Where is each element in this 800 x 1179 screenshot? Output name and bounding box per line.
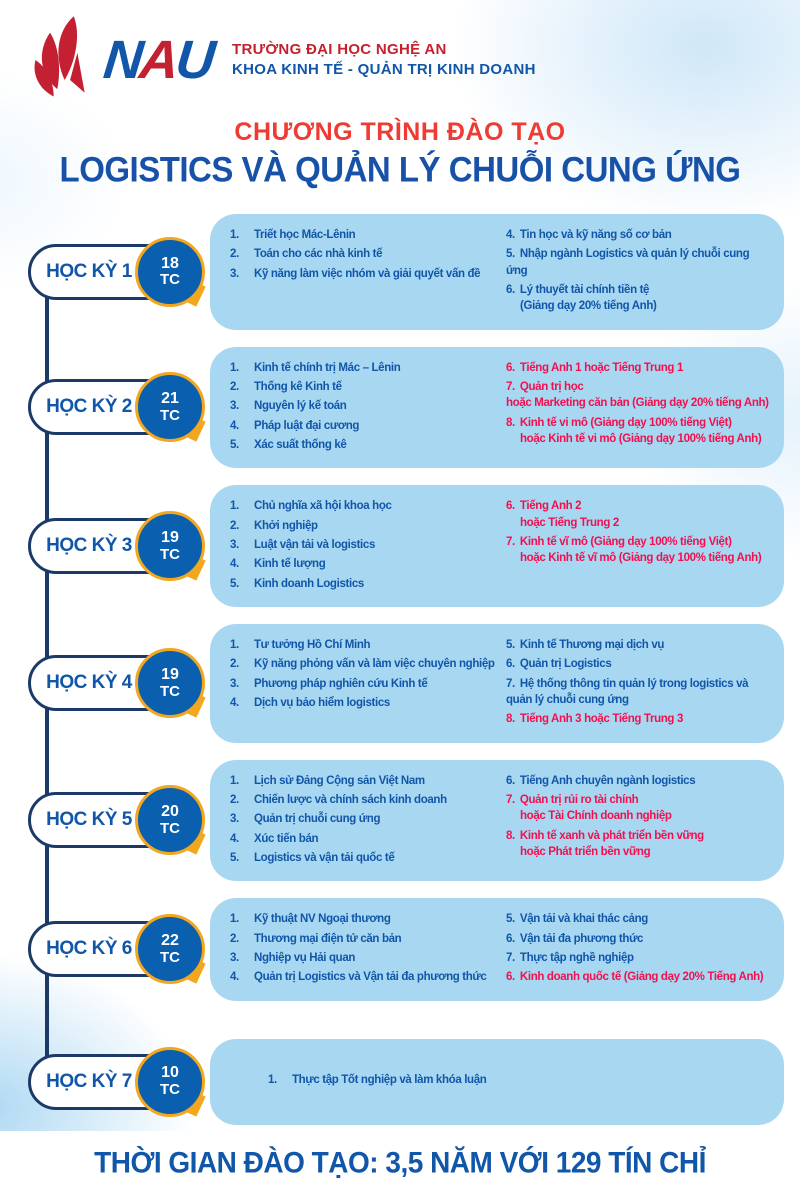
credits-circle (135, 511, 205, 581)
course-item (506, 282, 770, 315)
course-col-left (230, 360, 500, 457)
course-number: 1. (230, 774, 239, 787)
semester-label: HỌC KỲ 6 (46, 938, 132, 960)
course-text: Tư tưởng Hồ Chí Minh (254, 638, 371, 651)
credits-circle (135, 1047, 205, 1117)
course-text: Quản trị rủi ro tài chính (519, 793, 639, 806)
course-item (506, 773, 770, 789)
course-number: 6. (506, 658, 515, 671)
course-item (230, 637, 500, 653)
course-number: 1. (230, 638, 239, 651)
course-text: hoặc Kinh tế vi mô (Giảng dạy 100% tiếng Anh) (520, 432, 762, 445)
course-line (506, 676, 770, 709)
course-line (506, 534, 770, 550)
credits-value: 18 (161, 254, 179, 272)
course-col-left (230, 637, 500, 731)
course-text: Kinh doanh quốc tế (Giảng dạy 20% Tiếng Anh) (519, 971, 764, 984)
course-number: 4. (230, 696, 239, 709)
course-number: 2. (230, 932, 239, 945)
course-line (506, 637, 770, 653)
course-number: 6. (506, 361, 515, 374)
semester-row (0, 485, 800, 607)
course-text: Thực tập Tốt nghiệp và làm khóa luận (292, 1074, 487, 1087)
course-line (230, 576, 500, 592)
course-item (230, 437, 500, 453)
course-line (506, 550, 770, 566)
course-text: Kinh tế chính trị Mác – Lênin (254, 361, 401, 374)
course-text: hoặc Phát triển bền vững (520, 845, 651, 858)
course-number: 4. (506, 229, 515, 241)
course-line (230, 792, 500, 808)
course-text: Dịch vụ bảo hiểm logistics (254, 696, 390, 709)
semester-badge (28, 914, 210, 984)
credits-value: 10 (161, 1064, 179, 1082)
course-number: 4. (230, 832, 239, 845)
course-text: hoặc Tài Chính doanh nghiệp (520, 810, 672, 823)
course-panel (210, 898, 784, 1000)
credits-value: 19 (161, 665, 179, 683)
course-text: Kinh tế Thương mại dịch vụ (519, 638, 665, 651)
program-subtitle: CHƯƠNG TRÌNH ĐÀO TẠO (234, 118, 566, 146)
course-line (506, 911, 770, 927)
course-item (230, 498, 500, 514)
course-line (506, 395, 770, 411)
course-line (230, 676, 500, 692)
course-number: 4. (230, 558, 239, 571)
course-item (230, 695, 500, 711)
course-line (230, 811, 500, 827)
course-number: 1. (230, 913, 239, 926)
logo-letter-u: U (172, 30, 216, 90)
course-panel (210, 347, 784, 469)
course-line (230, 227, 500, 243)
course-col-left (230, 227, 500, 318)
course-item (506, 676, 770, 709)
credits-unit: TC (160, 271, 180, 289)
course-line (506, 379, 770, 395)
course-number: 8. (506, 713, 515, 726)
course-number: 5. (230, 438, 239, 451)
footer (0, 1147, 800, 1179)
course-number: 4. (230, 419, 239, 432)
course-text: Luật vận tải và logistics (254, 538, 375, 551)
course-number: 1. (230, 361, 239, 374)
semester-row (0, 1039, 800, 1125)
course-line (506, 931, 770, 947)
semester-row (0, 347, 800, 469)
org-names (232, 40, 536, 81)
course-number: 2. (230, 793, 239, 806)
course-number: 8. (506, 416, 515, 429)
course-item (230, 556, 500, 572)
semester-label: HỌC KỲ 5 (46, 809, 132, 831)
course-item (230, 969, 500, 985)
course-item (506, 360, 770, 376)
course-item (230, 676, 500, 692)
course-line (230, 831, 500, 847)
training-duration-text: THỜI GIAN ĐÀO TẠO: 3,5 NĂM VỚI 129 TÍN CHỈ (94, 1145, 706, 1179)
course-line (230, 695, 500, 711)
course-col-left (230, 498, 500, 595)
university-name: TRƯỜNG ĐẠI HỌC NGHỆ AN (232, 40, 447, 58)
credits-unit: TC (160, 682, 180, 700)
course-text: Quản trị chuỗi cung ứng (254, 813, 381, 826)
course-number: 2. (230, 380, 239, 393)
course-line (230, 360, 500, 376)
course-text: Hệ thống thông tin quản lý trong logistics và quản lý chuỗi cung ứng (506, 677, 749, 706)
course-line (506, 282, 770, 298)
course-col-left (230, 911, 500, 988)
course-text: Kinh doanh Logistics (254, 577, 364, 590)
course-item (230, 831, 500, 847)
course-line (230, 950, 500, 966)
course-number: 6. (506, 971, 515, 984)
course-line (506, 246, 770, 279)
course-number: 5. (506, 248, 515, 261)
course-number: 7. (506, 677, 515, 690)
course-text: Kinh tế lượng (254, 558, 326, 571)
credits-unit: TC (160, 406, 180, 424)
credits-value: 22 (161, 932, 179, 950)
course-line (506, 808, 770, 824)
course-number: 7. (506, 793, 515, 806)
course-item (506, 711, 770, 727)
course-number: 7. (506, 380, 515, 393)
course-text: Kỹ năng phỏng vấn và làm việc chuyên nghiệp (254, 658, 495, 671)
course-line (506, 711, 770, 727)
semester-badge (28, 372, 210, 442)
course-number: 3. (230, 538, 239, 551)
course-item (230, 850, 500, 866)
course-number: 5. (230, 851, 239, 864)
credits-value: 19 (161, 528, 179, 546)
course-item (230, 537, 500, 553)
course-line (230, 911, 500, 927)
logo-swoosh-icon (30, 14, 112, 106)
course-text: Chủ nghĩa xã hội khoa học (254, 500, 392, 513)
course-text: hoặc Marketing căn bản (Giảng dạy 20% tiếng Anh) (506, 397, 769, 410)
course-line (506, 950, 770, 966)
course-line (506, 360, 770, 376)
course-col-right (506, 911, 770, 988)
course-item (506, 498, 770, 531)
course-line (268, 1072, 770, 1088)
credits-circle (135, 648, 205, 718)
credits-unit: TC (160, 819, 180, 837)
course-line (230, 637, 500, 653)
course-item (506, 227, 770, 243)
course-line (230, 969, 500, 985)
course-text: Kinh tế vi mô (Giảng dạy 100% tiếng Việt) (519, 416, 732, 429)
course-panel (210, 760, 784, 882)
course-text: Lịch sử Đảng Cộng sản Việt Nam (254, 774, 425, 787)
course-number: 4. (230, 971, 239, 984)
course-number: 3. (230, 677, 239, 690)
logo-text (100, 30, 216, 90)
course-panel (210, 214, 784, 330)
course-number: 7. (506, 535, 515, 548)
course-number: 3. (230, 267, 239, 280)
course-text: Kỹ thuật NV Ngoại thương (254, 913, 391, 926)
course-item (230, 576, 500, 592)
course-line (506, 431, 770, 447)
semester-badge (28, 237, 210, 307)
course-item (230, 518, 500, 534)
course-text: Quản trị Logistics và Vận tải đa phương thức (254, 971, 487, 984)
course-text: Tiếng Anh 1 hoặc Tiếng Trung 1 (519, 361, 683, 374)
course-item (506, 828, 770, 861)
course-text: Vận tải và khai thác cảng (519, 913, 648, 926)
semester-timeline (0, 214, 800, 1125)
course-item (230, 227, 500, 243)
course-number: 6. (506, 500, 515, 513)
course-line (506, 773, 770, 789)
course-text: hoặc Kinh tế vĩ mô (Giảng dạy 100% tiếng Anh) (520, 552, 762, 565)
course-text: Lý thuyết tài chính tiền tệ (519, 283, 650, 296)
course-line (506, 227, 770, 243)
course-text: Tin học và kỹ năng số cơ bản (519, 229, 672, 241)
semester-label: HỌC KỲ 1 (46, 260, 132, 282)
course-item (230, 418, 500, 434)
course-text: Thực tập nghề nghiệp (519, 951, 634, 964)
course-number: 7. (506, 951, 515, 964)
course-panel (210, 485, 784, 607)
credits-unit: TC (160, 545, 180, 563)
semester-badge (28, 511, 210, 581)
course-text: Nghiệp vụ Hải quan (254, 951, 356, 964)
course-item (506, 415, 770, 448)
semester-badge-column (0, 511, 210, 581)
semester-row (0, 898, 800, 1000)
course-text: Triết học Mác-Lênin (254, 229, 356, 241)
credits-circle (135, 785, 205, 855)
course-number: 2. (230, 248, 239, 261)
course-item (230, 246, 500, 262)
credits-circle (135, 237, 205, 307)
course-line (506, 828, 770, 844)
course-item (230, 266, 500, 282)
course-item (268, 1072, 770, 1088)
course-number: 5. (506, 638, 515, 651)
semester-badge (28, 1047, 210, 1117)
course-number: 3. (230, 813, 239, 826)
course-item (230, 398, 500, 414)
course-text: Kinh tế xanh và phát triển bền vững (519, 829, 704, 842)
course-number: 6. (506, 283, 515, 296)
credits-value: 20 (161, 803, 179, 821)
course-line (506, 415, 770, 431)
course-item (230, 792, 500, 808)
course-line (506, 656, 770, 672)
course-line (230, 850, 500, 866)
credits-unit: TC (160, 1081, 180, 1099)
course-item (230, 950, 500, 966)
course-panel (210, 1039, 784, 1125)
course-line (506, 498, 770, 514)
program-title: LOGISTICS VÀ QUẢN LÝ CHUỖI CUNG ỨNG (59, 149, 741, 190)
course-item (506, 950, 770, 966)
course-text: hoặc Tiếng Trung 2 (520, 516, 619, 529)
course-col-left (230, 773, 500, 870)
course-line (230, 656, 500, 672)
header (0, 0, 800, 104)
credits-circle (135, 914, 205, 984)
university-logo (30, 14, 216, 106)
course-line (506, 515, 770, 531)
course-text: Kinh tế vĩ mô (Giảng dạy 100% tiếng Việt) (519, 535, 732, 548)
course-item (230, 360, 500, 376)
course-line (506, 792, 770, 808)
course-item (506, 931, 770, 947)
course-text: Toán cho các nhà kinh tế (254, 248, 383, 261)
course-col-right (506, 498, 770, 595)
course-number: 6. (506, 774, 515, 787)
course-number: 8. (506, 829, 515, 842)
course-number: 2. (230, 519, 239, 532)
course-item (230, 773, 500, 789)
course-text: Vận tải đa phương thức (519, 932, 644, 945)
semester-badge-column (0, 648, 210, 718)
course-number: 3. (230, 951, 239, 964)
course-item (506, 246, 770, 279)
course-item (230, 931, 500, 947)
semester-badge-column (0, 237, 210, 307)
course-line (230, 537, 500, 553)
semester-badge-column (0, 785, 210, 855)
course-item (230, 656, 500, 672)
course-line (230, 773, 500, 789)
course-text: Xác suất thống kê (254, 438, 347, 451)
course-line (506, 844, 770, 860)
course-col-right (506, 637, 770, 731)
course-item (506, 637, 770, 653)
course-item (506, 534, 770, 567)
faculty-name: KHOA KINH TẾ - QUẢN TRỊ KINH DOANH (232, 61, 536, 78)
semester-label: HỌC KỲ 7 (46, 1070, 132, 1092)
semester-label: HỌC KỲ 4 (46, 672, 132, 694)
course-text: Tiếng Anh chuyên ngành logistics (519, 774, 696, 787)
semester-label: HỌC KỲ 3 (46, 535, 132, 557)
credits-circle (135, 372, 205, 442)
semester-row (0, 624, 800, 743)
course-line (230, 931, 500, 947)
course-text: Logistics và vận tải quốc tế (254, 851, 395, 864)
course-text: Tiếng Anh 2 (519, 500, 582, 513)
semester-label: HỌC KỲ 2 (46, 396, 132, 418)
course-item (506, 656, 770, 672)
course-item (506, 911, 770, 927)
title-block (0, 118, 800, 206)
course-text: Quản trị học (519, 380, 584, 393)
course-number: 5. (506, 913, 515, 926)
course-text: (Giảng dạy 20% tiếng Anh) (520, 300, 657, 313)
course-line (230, 498, 500, 514)
course-text: Tiếng Anh 3 hoặc Tiếng Trung 3 (519, 713, 683, 726)
course-line (230, 266, 500, 282)
course-number: 5. (230, 577, 239, 590)
course-col-right (506, 227, 770, 318)
course-text: Phương pháp nghiên cứu Kinh tế (254, 677, 428, 690)
course-line (230, 379, 500, 395)
course-line (230, 556, 500, 572)
course-line (230, 246, 500, 262)
credits-unit: TC (160, 948, 180, 966)
logo-letter-n: N (100, 30, 144, 90)
course-line (230, 398, 500, 414)
course-text: Kỹ năng làm việc nhóm và giải quyết vấn đề (254, 267, 481, 280)
course-number: 1. (268, 1074, 277, 1087)
semester-badge-column (0, 1047, 210, 1117)
course-text: Thống kê Kinh tế (254, 380, 342, 393)
course-text: Xúc tiến bán (254, 832, 319, 845)
course-text: Chiến lược và chính sách kinh doanh (254, 793, 447, 806)
course-panel (210, 624, 784, 743)
course-text: Quản trị Logistics (519, 658, 612, 671)
course-text: Pháp luật đại cương (254, 419, 360, 432)
course-line (230, 518, 500, 534)
course-item (506, 379, 770, 412)
semester-badge (28, 785, 210, 855)
course-text: Nhập ngành Logistics và quản lý chuỗi cung ứng (506, 248, 750, 277)
semester-badge-column (0, 914, 210, 984)
course-col-left (230, 1072, 770, 1091)
credits-value: 21 (161, 390, 179, 408)
semester-badge-column (0, 372, 210, 442)
course-number: 1. (230, 229, 239, 241)
course-number: 2. (230, 658, 239, 671)
semester-row (0, 214, 800, 330)
course-col-right (506, 773, 770, 870)
course-number: 1. (230, 500, 239, 513)
course-item (506, 792, 770, 825)
course-text: Thương mại điện tử căn bản (254, 932, 402, 945)
course-item (506, 969, 770, 985)
semester-badge (28, 648, 210, 718)
course-item (230, 811, 500, 827)
course-line (230, 437, 500, 453)
course-line (230, 418, 500, 434)
course-col-right (506, 360, 770, 457)
course-item (230, 379, 500, 395)
course-text: Nguyên lý kế toán (254, 400, 347, 413)
course-line (506, 298, 770, 314)
logo-letter-a: A (136, 30, 180, 90)
course-line (506, 969, 770, 985)
course-text: Khởi nghiệp (254, 519, 318, 532)
course-item (230, 911, 500, 927)
course-number: 6. (506, 932, 515, 945)
semester-row (0, 760, 800, 882)
course-number: 3. (230, 400, 239, 413)
